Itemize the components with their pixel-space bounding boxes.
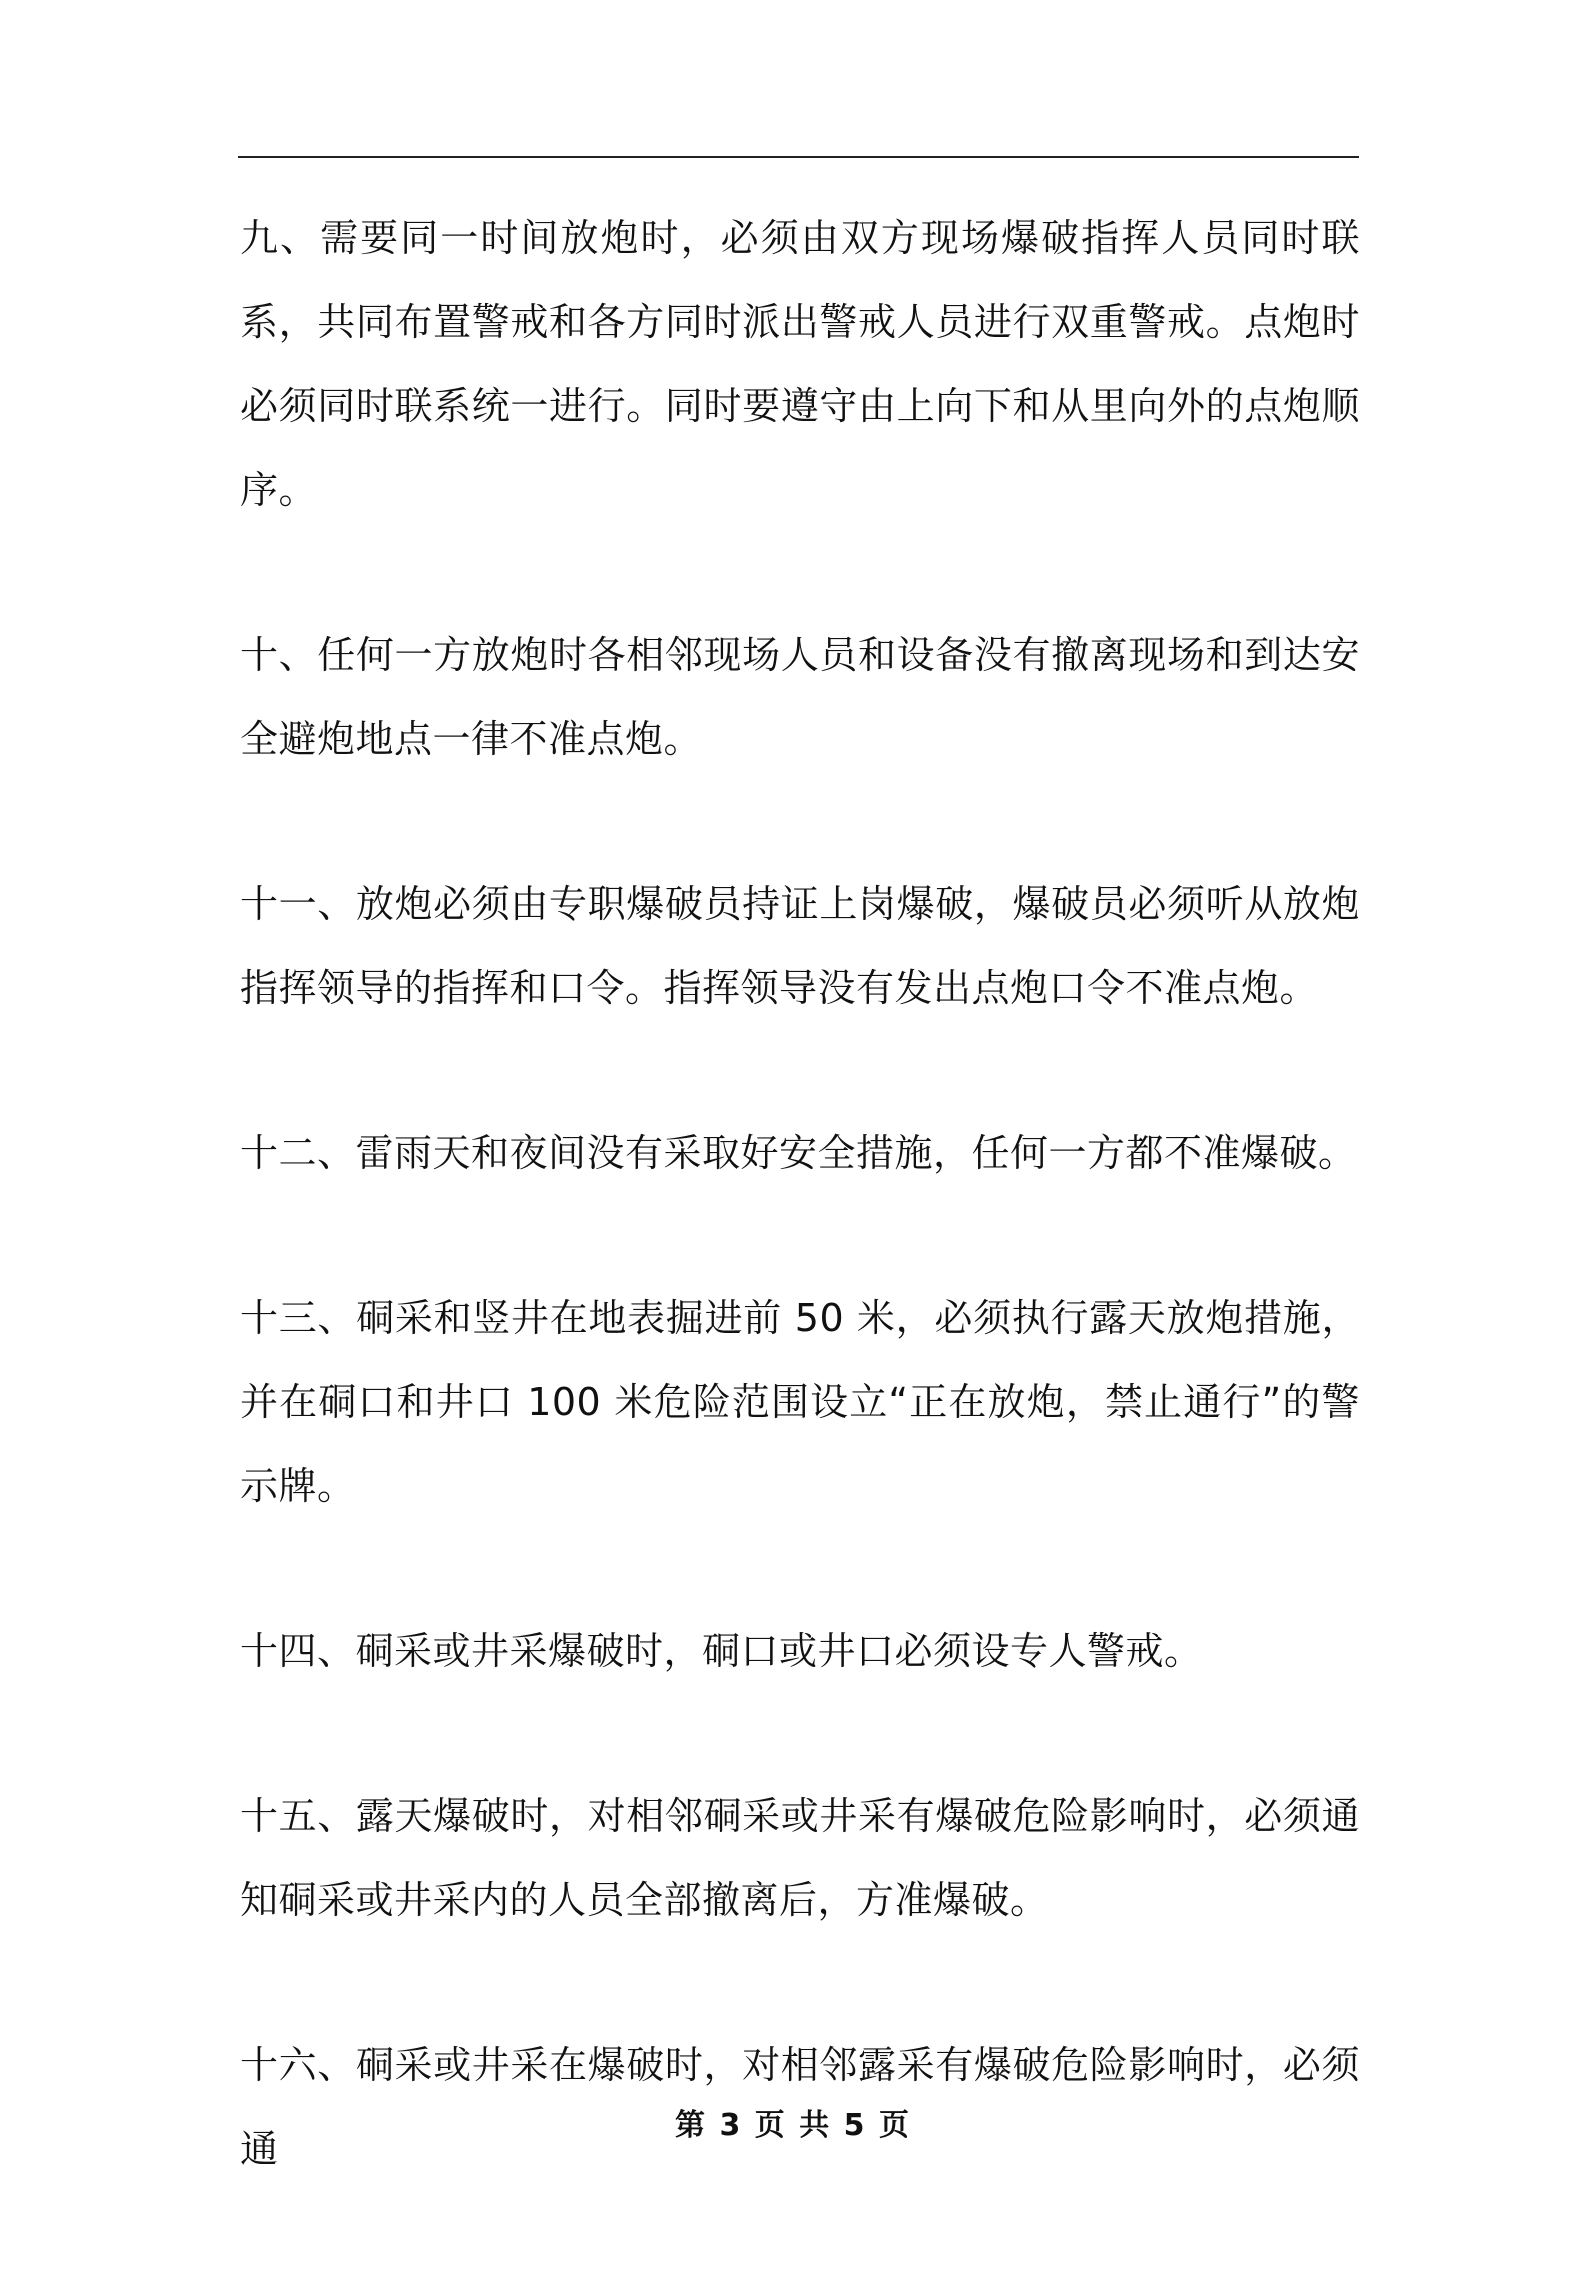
header-divider [238, 156, 1359, 158]
paragraph-14: 十四、硐采或井采爆破时，硐口或井口必须设专人警戒。 [240, 1629, 1203, 1673]
paragraph-16: 十六、硐采或井采在爆破时，对相邻露采有爆破危险影响时，必须通 [240, 2043, 1360, 2171]
paragraph-10: 十、任何一方放炮时各相邻现场人员和设备没有撤离现场和到达安全避炮地点一律不准点炮。 [240, 633, 1360, 761]
document-body [240, 196, 1360, 2272]
paragraph-13: 十三、硐采和竖井在地表掘进前 50 米，必须执行露天放炮措施，并在硐口和井口 100 米危险范围设立“正在放炮，禁止通行”的警示牌。 [240, 1296, 1360, 1508]
paragraph-12: 十二、雷雨天和夜间没有采取好安全措施，任何一方都不准爆破。 [240, 1131, 1357, 1175]
paragraph-15: 十五、露天爆破时，对相邻硐采或井采有爆破危险影响时，必须通知硐采或井采内的人员全部撤离后，方准爆破。 [240, 1794, 1360, 1922]
page-number-footer: 第 3 页 共 5 页 [675, 2108, 911, 2143]
paragraph-11: 十一、放炮必须由专职爆破员持证上岗爆破，爆破员必须听从放炮指挥领导的指挥和口令。指挥领导没有发出点炮口令不准点炮。 [240, 882, 1360, 1010]
paragraph-9: 九、需要同一时间放炮时，必须由双方现场爆破指挥人员同时联系，共同布置警戒和各方同时派出警戒人员进行双重警戒。点炮时必须同时联系统一进行。同时要遵守由上向下和从里向外的点炮顺序。 [240, 216, 1360, 512]
